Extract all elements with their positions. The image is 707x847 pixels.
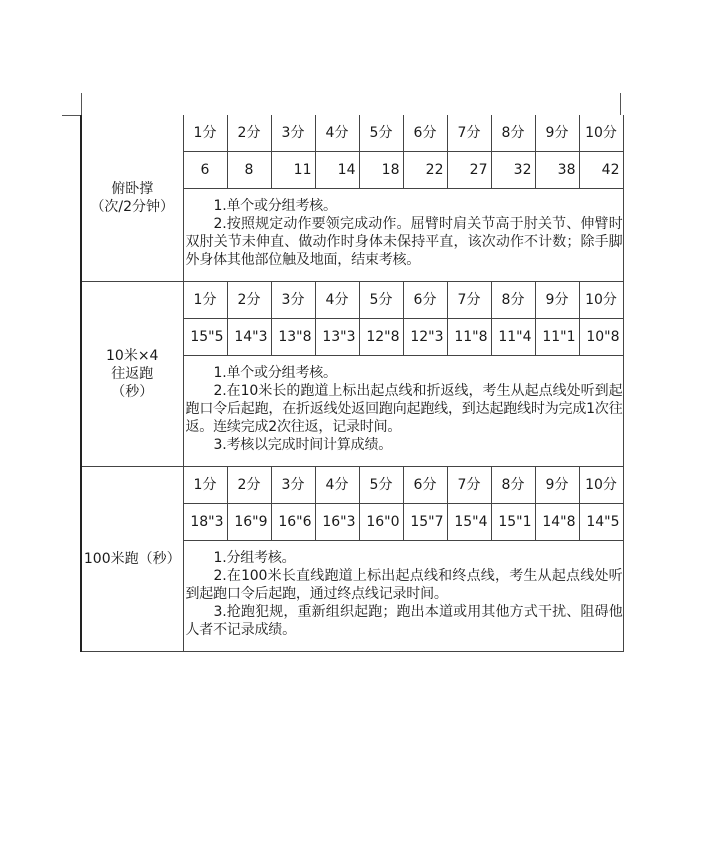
value-cell: 12"8 [359, 319, 403, 356]
value-cell: 16"0 [359, 504, 403, 541]
score-cell: 10分 [579, 467, 623, 504]
score-cell: 4分 [315, 467, 359, 504]
crop-mark-corner [62, 115, 81, 116]
value-cell: 18 [359, 152, 403, 189]
fitness-score-table [80, 115, 624, 652]
score-cell: 2分 [227, 467, 271, 504]
score-cell: 9分 [535, 467, 579, 504]
event-name-line: （秒） [111, 384, 154, 400]
value-cell: 14"5 [579, 504, 623, 541]
value-cell: 13"3 [315, 319, 359, 356]
value-cell: 10"8 [579, 319, 623, 356]
score-cell: 8分 [491, 282, 535, 319]
score-cell: 8分 [491, 115, 535, 152]
value-cell: 14"8 [535, 504, 579, 541]
value-cell: 27 [447, 152, 491, 189]
value-cell: 16"9 [227, 504, 271, 541]
value-cell: 38 [535, 152, 579, 189]
value-cell: 12"3 [403, 319, 447, 356]
score-cell: 4分 [315, 282, 359, 319]
value-cell: 22 [403, 152, 447, 189]
crop-mark-left [81, 93, 82, 115]
rules-cell [183, 541, 623, 652]
value-cell: 11"4 [491, 319, 535, 356]
event-name-100m [81, 467, 183, 652]
rule-text: 1.分组考核。 [213, 550, 296, 566]
value-cell: 32 [491, 152, 535, 189]
score-cell: 5分 [359, 115, 403, 152]
rule-text: 3.抢跑犯规，重新组织起跑；跑出本道或用其他方式干扰、阻碍他人者不记录成绩。 [185, 604, 623, 638]
rules-cell [183, 356, 623, 467]
value-cell: 11 [271, 152, 315, 189]
value-cell: 8 [227, 152, 271, 189]
score-cell: 6分 [403, 282, 447, 319]
event-name-shuttle-run [81, 282, 183, 467]
rule-text: 1.单个或分组考核。 [213, 365, 337, 381]
value-cell: 18"3 [183, 504, 227, 541]
score-cell: 10分 [579, 282, 623, 319]
rules-cell [183, 189, 623, 282]
score-cell: 4分 [315, 115, 359, 152]
value-cell: 13"8 [271, 319, 315, 356]
score-cell: 2分 [227, 282, 271, 319]
table-row [81, 282, 623, 319]
score-cell: 5分 [359, 282, 403, 319]
score-cell: 7分 [447, 282, 491, 319]
table-row [81, 467, 623, 504]
value-cell: 14 [315, 152, 359, 189]
rule-text: 2.按照规定动作要领完成动作。屈臂时肩关节高于肘关节、伸臂时双肘关节未伸直、做动作时身体未保持平直，该次动作不计数；除手脚外身体其他部位触及地面，结束考核。 [185, 216, 623, 268]
value-cell: 11"1 [535, 319, 579, 356]
value-cell: 6 [183, 152, 227, 189]
score-cell: 6分 [403, 467, 447, 504]
value-cell: 11"8 [447, 319, 491, 356]
event-name-line: 100米跑（秒） [83, 551, 181, 567]
score-cell: 1分 [183, 282, 227, 319]
score-cell: 1分 [183, 467, 227, 504]
event-name-line: 往返跑 [111, 366, 154, 382]
value-cell: 16"3 [315, 504, 359, 541]
event-name-line: 俯卧撑 [111, 181, 154, 197]
score-cell: 8分 [491, 467, 535, 504]
event-name-line: （次/2分钟） [90, 199, 175, 215]
rule-text: 2.在100米长直线跑道上标出起点线和终点线，考生从起点线处听到起跑口令后起跑，通过终点线记录时间。 [185, 568, 623, 602]
score-cell: 9分 [535, 282, 579, 319]
event-name-line: 10米×4 [106, 348, 159, 364]
value-cell: 42 [579, 152, 623, 189]
score-cell: 3分 [271, 282, 315, 319]
value-cell: 14"3 [227, 319, 271, 356]
event-name-pushup [81, 115, 183, 282]
value-cell: 15"7 [403, 504, 447, 541]
score-cell: 10分 [579, 115, 623, 152]
rule-text: 2.在10米长的跑道上标出起点线和折返线，考生从起点线处听到起跑口令后起跑，在折返线处返回跑向起跑线，到达起跑线时为完成1次往返。连续完成2次往返，记录时间。 [185, 383, 623, 435]
score-cell: 7分 [447, 115, 491, 152]
value-cell: 15"4 [447, 504, 491, 541]
table-row [81, 115, 623, 152]
value-cell: 15"5 [183, 319, 227, 356]
crop-mark-right [620, 93, 621, 115]
score-cell: 5分 [359, 467, 403, 504]
value-cell: 16"6 [271, 504, 315, 541]
value-cell: 15"1 [491, 504, 535, 541]
score-cell: 1分 [183, 115, 227, 152]
score-cell: 9分 [535, 115, 579, 152]
rule-text: 3.考核以完成时间计算成绩。 [213, 437, 393, 453]
score-cell: 2分 [227, 115, 271, 152]
score-cell: 3分 [271, 115, 315, 152]
score-cell: 6分 [403, 115, 447, 152]
score-cell: 7分 [447, 467, 491, 504]
score-cell: 3分 [271, 467, 315, 504]
rule-text: 1.单个或分组考核。 [213, 198, 337, 214]
